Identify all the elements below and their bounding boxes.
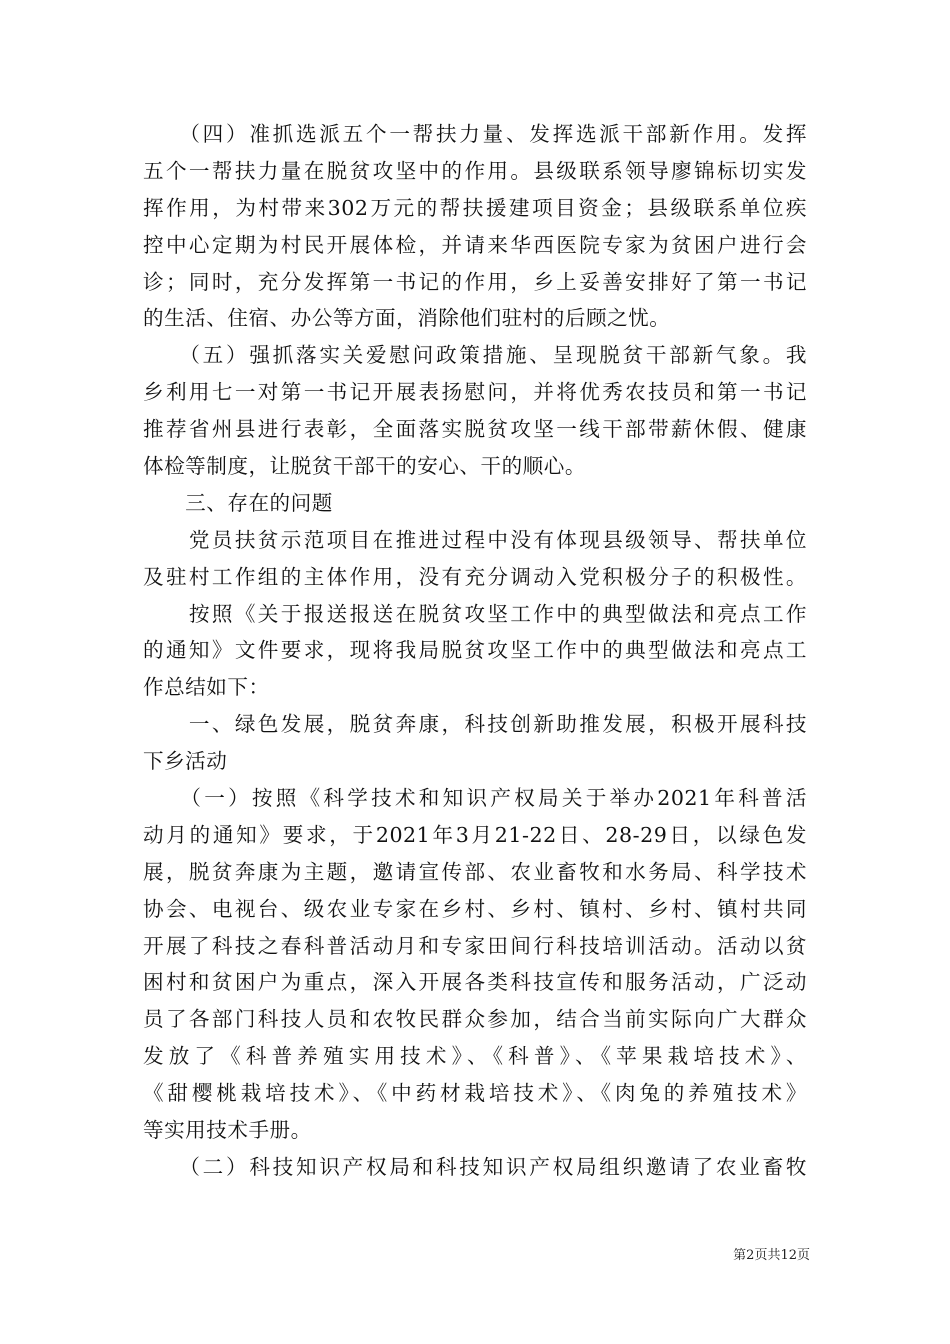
text-line: （一）按照《科学技术和知识产权局关于举办2021年科普活 xyxy=(143,786,807,811)
text-line: （五）强抓落实关爱慰问政策措施、呈现脱贫干部新气象。我 xyxy=(143,343,807,368)
text-line: 《甜樱桃栽培技术》、《中药材栽培技术》、《肉兔的养殖技术》 xyxy=(143,1081,807,1106)
text-line: 困村和贫困户为重点，深入开展各类科技宣传和服务活动，广泛动 xyxy=(143,970,807,995)
text-line: 下乡活动 xyxy=(143,749,228,774)
text-line: 作总结如下： xyxy=(143,675,270,700)
text-line: 按照《关于报送报送在脱贫攻坚工作中的典型做法和亮点工作 xyxy=(143,601,807,626)
text-line: 发放了《科普养殖实用技术》、《科普》、《苹果栽培技术》、 xyxy=(143,1044,807,1069)
text-line: 的通知》文件要求，现将我局脱贫攻坚工作中的典型做法和亮点工 xyxy=(143,638,807,663)
document-body xyxy=(143,116,807,1186)
text-line: 体检等制度，让脱贫干部干的安心、干的顺心。 xyxy=(143,454,586,479)
text-line: 展，脱贫奔康为主题，邀请宣传部、农业畜牧和水务局、科学技术 xyxy=(143,859,807,884)
text-line: 诊；同时，充分发挥第一书记的作用，乡上妥善安排好了第一书记 xyxy=(143,269,807,294)
text-line: 一、绿色发展，脱贫奔康，科技创新助推发展，积极开展科技 xyxy=(143,712,807,737)
page-number-footer: 第2页共12页 xyxy=(733,1248,810,1263)
text-line: 员了各部门科技人员和农牧民群众参加，结合当前实际向广大群众 xyxy=(143,1007,807,1032)
text-line: 党员扶贫示范项目在推进过程中没有体现县级领导、帮扶单位 xyxy=(143,527,807,552)
text-line: 等实用技术手册。 xyxy=(143,1118,312,1143)
text-line: 协会、电视台、级农业专家在乡村、乡村、镇村、乡村、镇村共同 xyxy=(143,896,807,921)
text-line: （二）科技知识产权局和科技知识产权局组织邀请了农业畜牧 xyxy=(143,1154,807,1179)
text-line: 三、存在的问题 xyxy=(143,490,333,515)
text-line: （四）准抓选派五个一帮扶力量、发挥选派干部新作用。发挥 xyxy=(143,122,807,146)
text-line: 挥作用，为村带来302万元的帮扶援建项目资金；县级联系单位疾 xyxy=(143,195,807,220)
text-line: 开展了科技之春科普活动月和专家田间行科技培训活动。活动以贫 xyxy=(143,933,807,958)
text-line: 推荐省州县进行表彰，全面落实脱贫攻坚一线干部带薪休假、健康 xyxy=(143,417,807,442)
text-line: 乡利用七一对第一书记开展表扬慰问，并将优秀农技员和第一书记 xyxy=(143,380,807,405)
text-line: 动月的通知》要求，于2021年3月21-22日、28-29日，以绿色发 xyxy=(143,822,807,847)
text-line: 控中心定期为村民开展体检，并请来华西医院专家为贫困户进行会 xyxy=(143,232,807,257)
text-line: 及驻村工作组的主体作用，没有充分调动入党积极分子的积极性。 xyxy=(143,564,807,589)
text-line: 五个一帮扶力量在脱贫攻坚中的作用。县级联系领导廖锦标切实发 xyxy=(143,158,807,183)
text-line: 的生活、住宿、办公等方面，消除他们驻村的后顾之忧。 xyxy=(143,306,671,331)
